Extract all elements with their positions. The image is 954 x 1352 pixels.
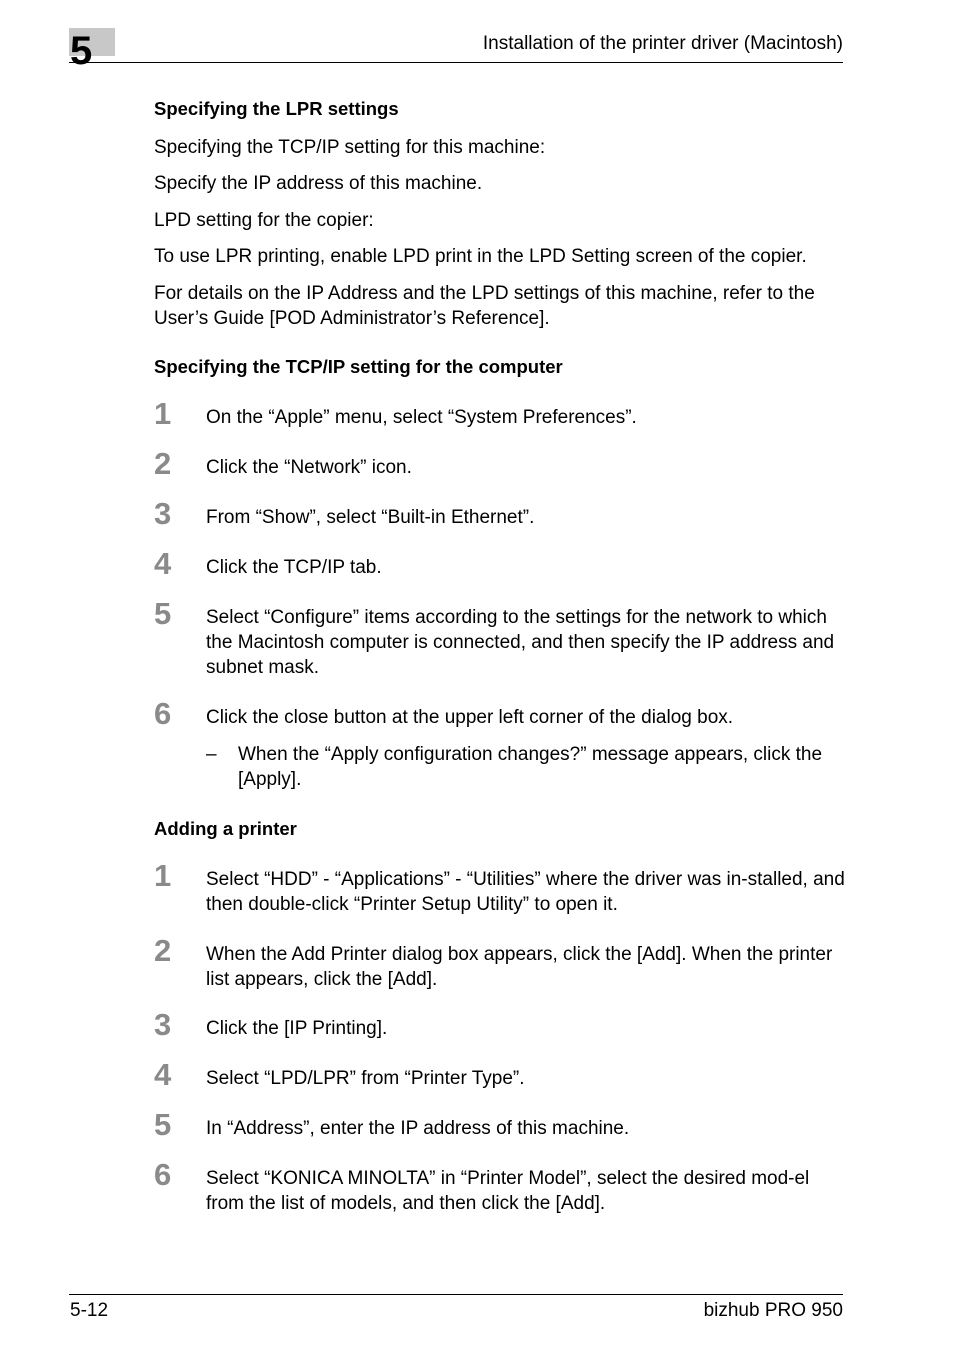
paragraph: LPD setting for the copier: <box>154 210 374 231</box>
step-text: On the “Apple” menu, select “System Preferences”. <box>206 407 637 428</box>
step-number: 2 <box>154 446 172 481</box>
running-header-title: Installation of the printer driver (Macintosh) <box>482 33 843 54</box>
note-bullet: – <box>206 744 217 765</box>
step-text: When the Add Printer dialog box appears, click the [Add]. When the printer list appears, click the [Add]. <box>206 944 833 990</box>
paragraph: Specifying the TCP/IP setting for this machine: <box>154 137 546 158</box>
step-text: Click the [IP Printing]. <box>206 1018 388 1039</box>
step-number: 5 <box>154 596 172 631</box>
footer-rule <box>69 1294 843 1295</box>
step-text: Click the “Network” icon. <box>206 457 412 478</box>
step-number: 4 <box>154 546 172 581</box>
step-number: 4 <box>154 1057 172 1092</box>
step-text: Select “Configure” items according to the settings for the network to which the Macintosh computer is connected, and then specify the IP address and subnet mask. <box>206 607 835 678</box>
step-number: 6 <box>154 1157 172 1192</box>
step-text: From “Show”, select “Built-in Ethernet”. <box>206 507 535 528</box>
step-number: 5 <box>154 1107 172 1142</box>
section-heading-tcpip: Specifying the TCP/IP setting for the computer <box>154 356 563 377</box>
step-text: Select “KONICA MINOLTA” in “Printer Model”, select the desired mod-el from the list of models, and then click the [Add]. <box>206 1168 810 1214</box>
product-name: bizhub PRO 950 <box>703 1300 843 1321</box>
step-text: Click the close button at the upper left corner of the dialog box. <box>206 707 734 728</box>
step-number: 3 <box>154 496 172 531</box>
step-number: 3 <box>154 1007 172 1042</box>
step-number: 1 <box>154 396 172 431</box>
step-number: 1 <box>154 858 172 893</box>
chapter-number: 5 <box>70 29 93 73</box>
header-rule <box>69 62 843 63</box>
paragraph: For details on the IP Address and the LPD settings of this machine, refer to the User’s Guide [POD Administrator’s Reference]. <box>154 283 815 329</box>
paragraph: Specify the IP address of this machine. <box>154 173 483 194</box>
note-text: When the “Apply configuration changes?” message appears, click the [Apply]. <box>238 744 823 790</box>
step-text: Select “LPD/LPR” from “Printer Type”. <box>206 1068 525 1089</box>
paragraph: To use LPR printing, enable LPD print in the LPD Setting screen of the copier. <box>154 246 807 267</box>
step-text: In “Address”, enter the IP address of this machine. <box>206 1118 630 1139</box>
page-number: 5-12 <box>70 1300 109 1321</box>
step-number: 6 <box>154 696 172 731</box>
section-heading-adding-printer: Adding a printer <box>154 818 297 839</box>
step-text: Click the TCP/IP tab. <box>206 557 382 578</box>
section-heading-lpr: Specifying the LPR settings <box>154 98 399 119</box>
step-number: 2 <box>154 933 172 968</box>
step-text: Select “HDD” - “Applications” - “Utilities” where the driver was in-stalled, and then double-click “Printer Setup Utility” to open it. <box>206 869 845 915</box>
